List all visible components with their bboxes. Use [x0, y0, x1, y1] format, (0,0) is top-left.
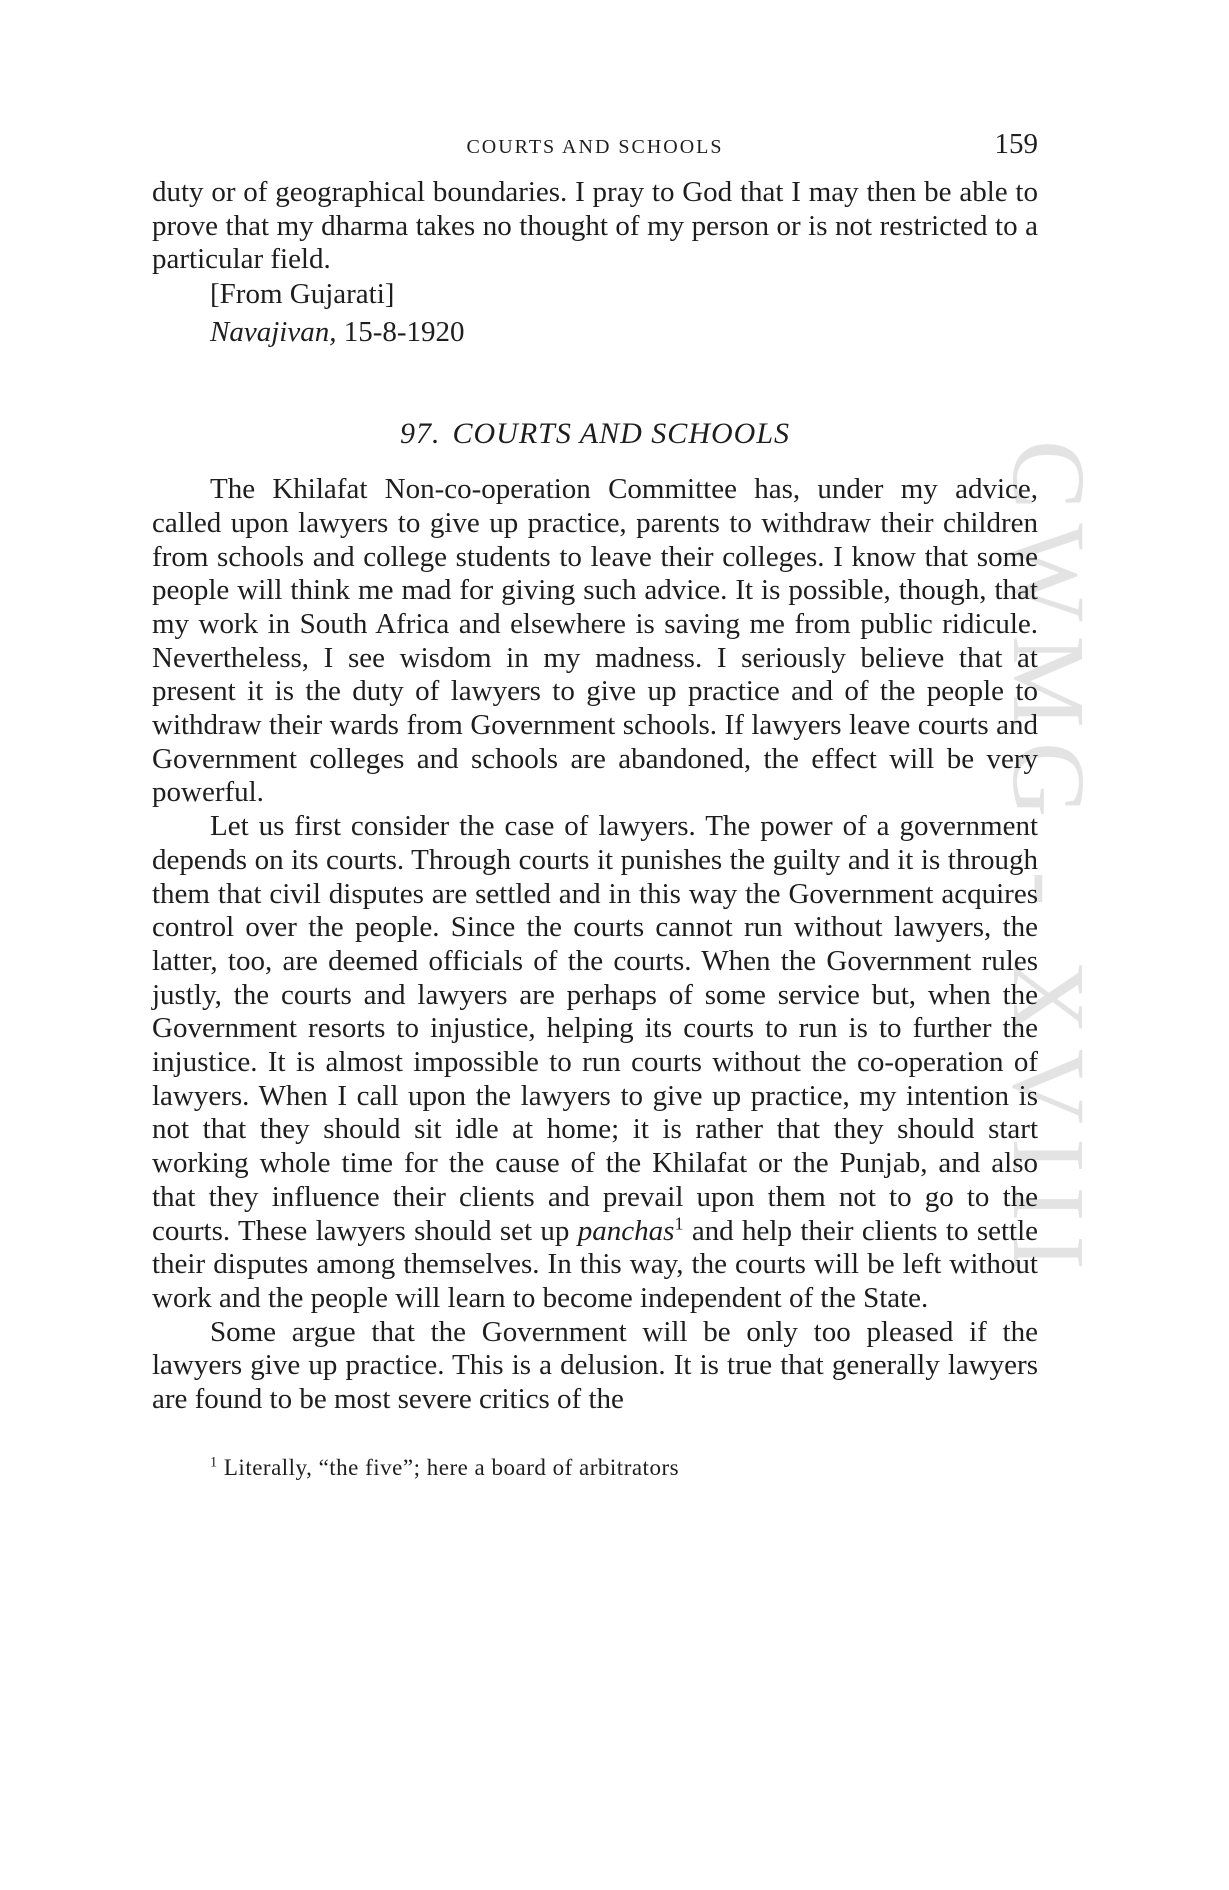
- footnote-reference: 1: [674, 1212, 684, 1233]
- panchas-term: panchas: [577, 1214, 675, 1247]
- article-title: COURTS AND SCHOOLS: [452, 417, 790, 451]
- article-heading: [152, 417, 1038, 451]
- paragraph-1: The Khilafat Non-co-operation Committee has, under my advice, called upon lawyers to give up practice, parents to withdraw their children from schools and college students to leave their colleges. I know that some people will think me mad for giving such advice. It is possible, though, that my work in South Africa and elsewhere is saving me from public ridicule. Nevertheless, I see wisdom in my madness. I seriously believe that at present it is the duty of lawyers to give up practice and of the people to withdraw their wards from Government schools. If lawyers leave courts and Government colleges and schools are abandoned, the effect will be very powerful.: [152, 473, 1038, 809]
- continuation-paragraph: duty or of geographical boundaries. I pray to God that I may then be able to prove that my dharma takes no thought of my person or is not restricted to a particular field.: [152, 176, 1038, 276]
- footnote-marker: 1: [210, 1454, 218, 1471]
- article-number: 97.: [400, 417, 441, 451]
- publication-date: 15-8-1920: [343, 316, 465, 349]
- book-page: [152, 128, 1038, 1481]
- footnote: [210, 1455, 1038, 1481]
- publication-name: Navajivan,: [210, 316, 337, 349]
- source-note: [From Gujarati]: [210, 278, 395, 311]
- running-header: [152, 128, 1038, 168]
- paragraph-2-text: Let us first consider the case of lawyers. The power of a government depends on its courts. Through courts it punishes the guilty and it is through them that civil disputes are settled and in this way the Government acquires control over the people. Since the courts cannot run without lawyers, the latter, too, are deemed officials of the courts. When the Government rules justly, the courts and lawyers are perhaps of some service but, when the Government resorts to injustice, helping its courts to run is to further the injustice. It is almost impossible to run courts without the co-operation of lawyers. When I call upon the lawyers to give up practice, my intention is not that they should sit idle at home; it is rather that they should start working whole time for the cause of the Khilafat or the Punjab, and also that they influence their clients and prevail upon them not to go to the courts. These lawyers should set up: [152, 810, 1038, 1247]
- running-title: COURTS AND SCHOOLS: [466, 136, 724, 158]
- footnote-text: Literally, “the five”; here a board of arbitrators: [223, 1454, 680, 1480]
- page-number: 159: [994, 128, 1038, 160]
- publication-line: [210, 315, 1038, 349]
- paragraph-2: [152, 810, 1038, 1316]
- paragraph-2-text-cont: and help their clients to settle their disputes among themselves. In this way, the courts will be left without work and the people will learn to become independent of the State.: [152, 1214, 1039, 1314]
- watermark-text: CWMG - XVIII: [991, 440, 1106, 1284]
- paragraph-3: Some argue that the Government will be only too pleased if the lawyers give up practice. This is a delusion. It is true that generally lawyers are found to be most severe critics of the: [152, 1315, 1038, 1416]
